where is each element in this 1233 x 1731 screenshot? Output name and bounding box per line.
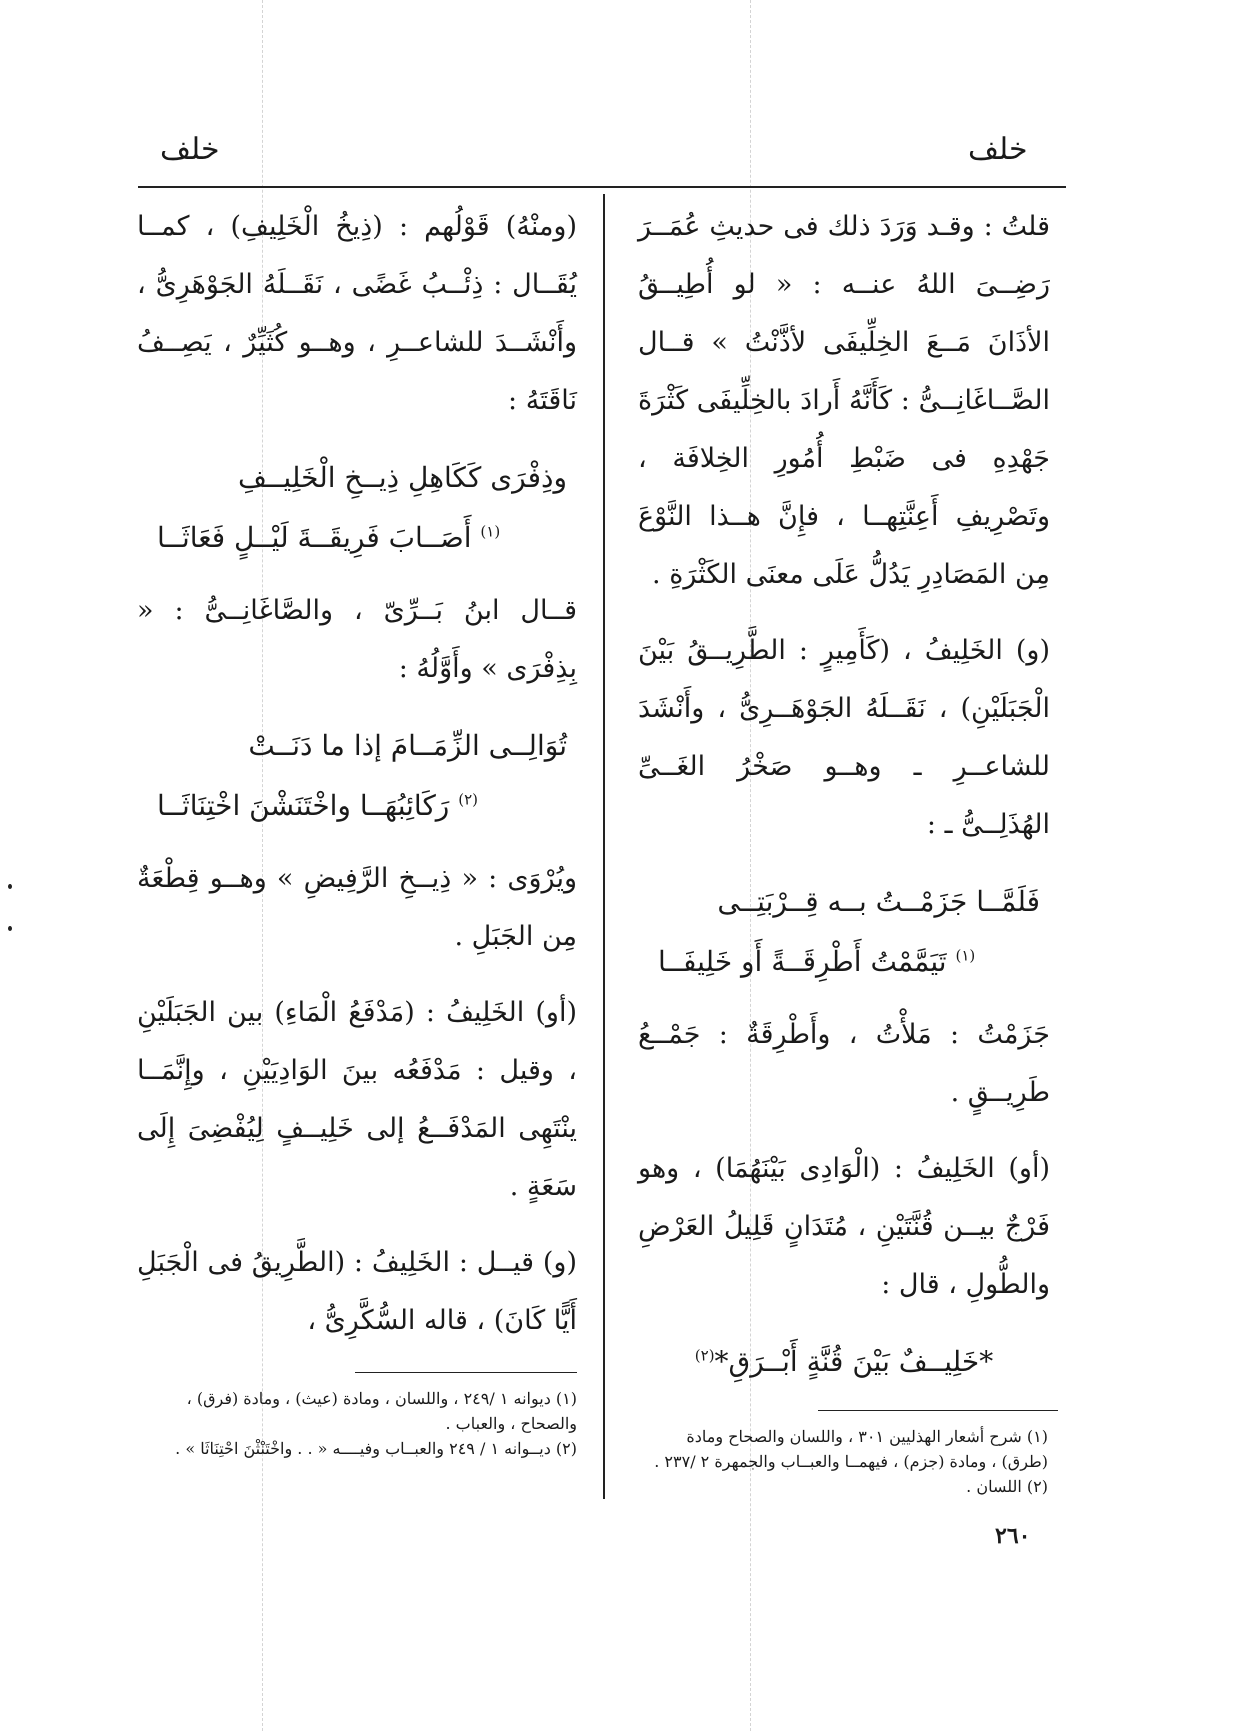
- paragraph: (و) الخَلِيفُ ، (كَأَمِيرٍ : الطَّرِيــقُ بَيْنَ الْجَبَلَيْنِ) ، نَقَــلَهُ الجَوْهَــرِىُّ ، وأَنْشَدَ للشاعــرِ ـ وهــو صَخْرُ الغَــىِّ الهُذَلِــىُّ ـ :: [638, 635, 1050, 840]
- scan-speck: [8, 926, 12, 931]
- footnote: (١) ديوانه ١ /٢٤٩ ، واللسان ، ومادة (عيث) ، ومادة (فرق) ، والصحاح ، والعباب .: [186, 1389, 577, 1433]
- header-rule: [138, 186, 1066, 188]
- verse-hemistich: [638, 932, 1050, 992]
- poem-verse: [638, 872, 1050, 992]
- footnote: (٢) اللسان .: [966, 1477, 1048, 1496]
- poem-verse: [638, 1332, 1050, 1392]
- paragraph: (و) قيــل : الخَلِيفُ : (الطَّرِيقُ فى الْجَبَلِ أَيًّا كَانَ) ، قاله السُّكَّرِىُّ ،: [137, 1247, 577, 1336]
- verse-hemistich: [137, 508, 577, 568]
- running-header-left: خلف: [160, 132, 220, 167]
- verse-hemistich: وذِفْرَى كَكَاهِلِ ذِيــخِ الْخَلِيــفِ: [238, 461, 567, 494]
- footnotes-left: [137, 1386, 577, 1461]
- verse-hemistich: [137, 776, 577, 836]
- scan-speck: [8, 884, 12, 889]
- paragraph: قلتُ : وقـد وَرَدَ ذلك فى حديثِ عُمَــرَ رَضِــىَ اللهُ عنــه : « لو أُطِيــقُ الأذَانَ مَــعَ الخِلِّيفَى لأذَّنْتُ » قــال الصَّــاغَانِــىُّ : كَأَنَّهُ أَرادَ بالخِلِّيفَى كَثْرَةَ جَهْدِهِ فى ضَبْطِ أُمُورِ الخِلافَة ، وتَصْرِيفِ أَعِنَّتِهــا ، فإِنَّ هــذا النَّوْعَ مِن المَصَادِرِ يَدُلُّ عَلَى معنَى الكَثْرَةِ .: [638, 211, 1050, 590]
- footnote-marker: (٢): [694, 1346, 715, 1365]
- paragraph: ويُرْوَى : « ذِيــخِ الرَّفِيضِ » وهــو قِطْعَةٌ مِن الجَبَلِ .: [137, 863, 577, 952]
- footnote-rule: [355, 1372, 577, 1373]
- footnote-marker: (١): [480, 522, 501, 541]
- verse-hemistich: فَلَمَّــا جَزَمْــتُ بــه قِــرْبَتِــى: [717, 885, 1040, 918]
- verse-hemistich: تُوَالِــى الزِّمَــامَ إذا ما دَنَــتْ: [248, 729, 567, 762]
- footnote-marker: (٢): [458, 790, 479, 809]
- verse-text: أَصَــابَ فَرِيقَــةَ لَيْــلٍ فَعَاثَــا: [157, 521, 472, 554]
- paragraph: (أو) الخَلِيفُ : (مَدْفَعُ الْمَاءِ) بين الجَبَلَيْنِ ، وقيل : مَدْفَعُه بينَ الوَادِيَيْنِ ، وإِنَّمَــا ينْتَهِى المَدْفَــعُ إلى خَلِيــفٍ لِيُفْضِىَ إِلَى سَعَةٍ .: [137, 997, 577, 1202]
- footnote: (٢) ديــوانه ١ / ٢٤٩ والعبــاب وفيــــه « . . واخْتَنْثْنَ احْتِنَاثَا » .: [175, 1439, 577, 1458]
- column-divider: [603, 194, 605, 1499]
- poem-verse: [137, 716, 577, 836]
- paragraph: (ومنْهُ) قَوْلُهم : (ذِيخُ الْخَلِيفِ) ، كمــا يُقَــال : ذِئْــبُ غَضًى ، نَقَــلَهُ الجَوْهَرِىُّ ، وأَنْشَــدَ للشاعــرِ ، وهــو كُثَيِّرٌ ، يَصِــفُ نَاقَتَهُ :: [137, 211, 577, 416]
- right-column: [638, 198, 1050, 1406]
- verse-text: رَكَائِبُهَــا واخْتَنَشْنَ اخْتِنَاثَــا: [157, 789, 450, 822]
- paragraph: جَزَمْتُ : مَلأْتُ ، وأَطْرِقَةٌ : جَمْــعُ طَرِيــقٍ .: [638, 1019, 1050, 1108]
- verse-text: تَيَمَّمْتُ أَطْرِقَــةً أَو خَلِيفَــا: [658, 945, 947, 978]
- paragraph: قــال ابنُ بَــرِّىّ ، والصَّاغَانِــىُّ : « بِذِفْرَى » وأَوَّلُهُ :: [137, 595, 577, 684]
- poem-verse: [137, 448, 577, 568]
- running-header-right: خلف: [968, 132, 1028, 167]
- footnote: (١) شرح أشعار الهذليين ٣٠١ ، واللسان والصحاح ومادة (طرق) ، ومادة (جزم) ، فيهمــا والعبــاب والجمهرة ٢ /٢٣٧ .: [654, 1427, 1048, 1471]
- page-number: ٢٦٠: [995, 1523, 1031, 1549]
- footnote-marker: (١): [955, 946, 976, 965]
- footnotes-right: [638, 1424, 1048, 1499]
- paragraph: (أو) الخَلِيفُ : (الْوَادِى بَيْنَهُمَا) ، وهو فَرْجٌ بيــن قُنَّتَيْنِ ، مُتَدَانٍ قَلِيلُ العَرْضِ والطُّولِ ، قال :: [638, 1153, 1050, 1300]
- left-column: [137, 198, 577, 1368]
- verse-text: *خَلِيــفٌ بَيْنَ قُنَّةٍ أَبْــرَقِ*: [714, 1345, 994, 1378]
- footnote-rule: [818, 1410, 1058, 1411]
